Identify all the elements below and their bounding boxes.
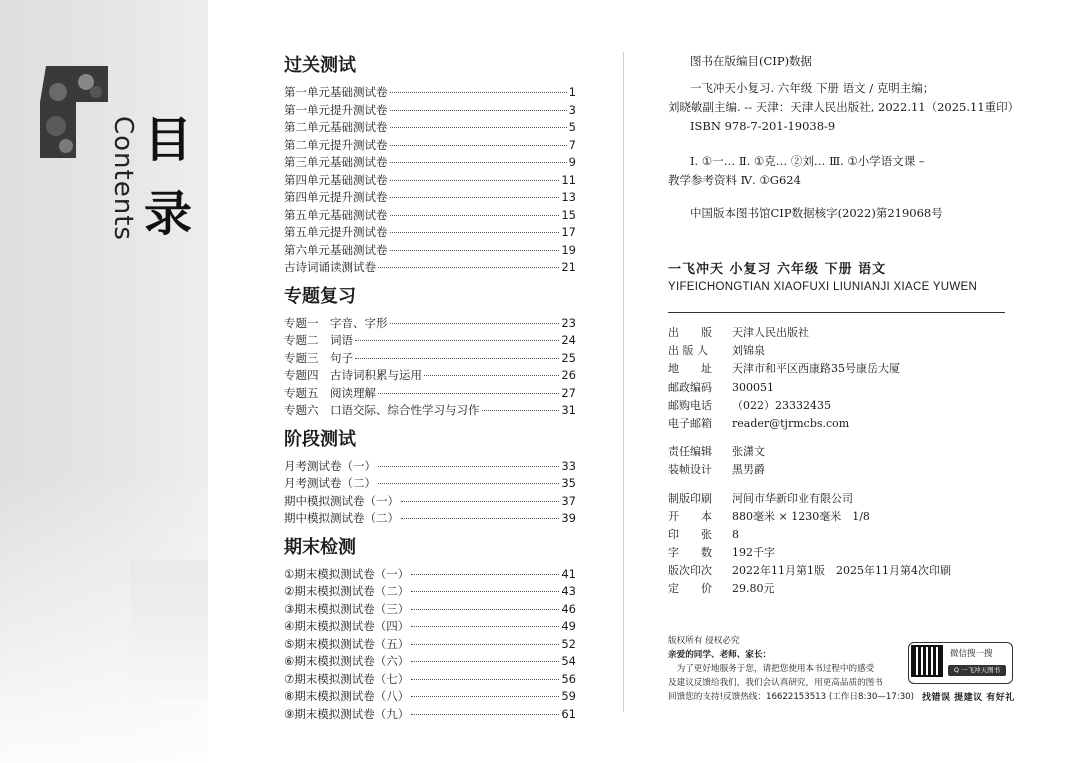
- toc-entry-page: 15: [561, 207, 576, 222]
- section-title: 期末检测: [284, 536, 356, 558]
- dot-leader: [390, 145, 567, 146]
- search-term-badge: Q 一飞冲天图书: [948, 665, 1006, 676]
- info-row: [668, 461, 1008, 479]
- toc-entry-title: 专题三 句子: [284, 350, 353, 365]
- dot-leader: [411, 714, 559, 715]
- dot-leader: [390, 127, 567, 128]
- toc-entry: [284, 653, 576, 671]
- info-key: 出 版 人: [668, 344, 708, 358]
- title-char-2: 录: [143, 186, 192, 242]
- toc-entry: [284, 207, 576, 225]
- info-row: [668, 360, 1008, 378]
- info-value: 张潇文: [732, 445, 765, 459]
- toc-section: [284, 285, 576, 420]
- toc-entry: [284, 189, 576, 207]
- info-gap: [668, 480, 1008, 490]
- dot-leader: [390, 92, 567, 93]
- horizontal-rule: [668, 312, 1005, 313]
- toc-entry-page: 19: [561, 242, 576, 257]
- toc-entry-title: ③期末模拟测试卷（三）: [284, 601, 410, 616]
- info-value: 刘锦泉: [732, 344, 765, 358]
- toc-entry: [284, 566, 576, 584]
- toc-entry: [284, 242, 576, 260]
- toc-entry-title: 第四单元基础测试卷: [284, 172, 388, 187]
- toc-entry-title: 第二单元提升测试卷: [284, 137, 388, 152]
- toc-entry: [284, 583, 576, 601]
- info-value: reader@tjrmcbs.com: [732, 416, 850, 430]
- dot-leader: [401, 518, 559, 519]
- info-key: 字 数: [668, 546, 712, 560]
- toc-entry-title: 专题四 古诗词积累与运用: [284, 368, 422, 382]
- toc-entry-page: 54: [561, 654, 576, 668]
- toc-entry-page: 24: [561, 333, 576, 347]
- dot-leader: [482, 410, 560, 411]
- info-value: 192千字: [732, 546, 775, 560]
- info-row: [668, 379, 1008, 397]
- info-key: 版次印次: [668, 564, 712, 578]
- copyright-text: 版权所有 侵权必究: [668, 636, 740, 646]
- info-value: 880毫米 × 1230毫米 1/8: [732, 509, 870, 523]
- toc-entry: [284, 172, 576, 190]
- info-key: 地 址: [668, 362, 712, 376]
- dot-leader: [411, 644, 559, 645]
- toc-entry: [284, 350, 576, 368]
- toc-entry-title: 第一单元基础测试卷: [284, 85, 388, 99]
- dot-leader: [355, 340, 559, 341]
- toc-entry: [284, 706, 576, 724]
- toc-entry: [284, 315, 576, 333]
- info-value: （022）23332435: [732, 398, 831, 412]
- info-key: 印 张: [668, 527, 712, 541]
- toc-entry-title: 第六单元基础测试卷: [284, 242, 388, 257]
- toc-entry-page: 33: [561, 458, 576, 473]
- dot-leader: [424, 375, 559, 376]
- info-value: 河间市华新印业有限公司: [732, 491, 853, 505]
- dot-leader: [390, 215, 560, 216]
- dot-leader: [378, 267, 559, 268]
- toc-entry-title: 第四单元提升测试卷: [284, 190, 388, 204]
- wechat-search-label: 微信搜一搜: [950, 649, 993, 659]
- section-title: 过关测试: [284, 55, 356, 76]
- toc-entry-title: 第五单元提升测试卷: [284, 225, 388, 239]
- cip-class-2: 教学参考资料 Ⅳ. ①G624: [668, 173, 801, 187]
- toc-entry: [284, 154, 576, 172]
- qr-code-icon: [913, 647, 941, 675]
- toc-entry: [284, 402, 576, 420]
- info-value: 300051: [732, 380, 774, 394]
- toc-entry: [284, 688, 576, 706]
- toc-entry-title: 专题六 口语交际、综合性学习与习作: [284, 403, 480, 417]
- toc-entry-page: 21: [561, 260, 576, 274]
- toc-entry-title: ①期末模拟测试卷（一）: [284, 566, 410, 581]
- dot-leader: [411, 626, 559, 627]
- toc-entry: [284, 618, 576, 636]
- toc-entry-title: 月考测试卷（一）: [284, 458, 376, 473]
- toc-entry-title: ⑧期末模拟测试卷（八）: [284, 689, 410, 703]
- toc-entry: [284, 671, 576, 689]
- toc-entry-title: ④期末模拟测试卷（四）: [284, 619, 410, 633]
- info-key: 制版印刷: [668, 491, 712, 505]
- toc-entry-page: 17: [561, 225, 576, 239]
- info-value: 29.80元: [732, 582, 775, 596]
- toc-entry-page: 61: [561, 706, 576, 721]
- feedback-line-3: 回馈您的支持!反馈热线：16622153513 (工作日8:30—17:30): [668, 692, 914, 702]
- dot-leader: [378, 483, 559, 484]
- toc-entry-title: 专题二 词语: [284, 333, 353, 347]
- feedback-line-2: 及建议反馈给我们，我们会认真研究，用更高品质的图书: [668, 678, 883, 688]
- info-gap: [668, 433, 1008, 443]
- toc-entry: [284, 475, 576, 493]
- toc-entry-title: ⑨期末模拟测试卷（九）: [284, 706, 410, 721]
- toc-entry-title: ⑥期末模拟测试卷（六）: [284, 654, 410, 668]
- table-of-contents: [284, 54, 576, 731]
- toc-section: [284, 536, 576, 724]
- toc-entry-title: 期中模拟测试卷（二）: [284, 511, 399, 525]
- toc-entry-page: 37: [561, 493, 576, 508]
- toc-entry: [284, 510, 576, 528]
- publication-info: [668, 324, 1008, 599]
- dot-leader: [390, 180, 560, 181]
- cip-isbn: ISBN 978-7-201-19038-9: [690, 119, 836, 133]
- section-title: 专题复习: [284, 285, 356, 307]
- toc-entry-page: 59: [561, 689, 576, 703]
- toc-entry-page: 56: [561, 671, 576, 686]
- dot-leader: [355, 358, 559, 359]
- toc-entry-page: 3: [568, 102, 576, 117]
- info-key: 邮购电话: [668, 398, 712, 412]
- toc-entry-title: 第二单元基础测试卷: [284, 120, 388, 134]
- dot-leader: [378, 466, 559, 467]
- toc-entry-page: 27: [561, 385, 576, 400]
- toc-entry-page: 52: [561, 636, 576, 651]
- toc-entry-page: 23: [561, 315, 576, 330]
- dot-leader: [378, 393, 559, 394]
- info-key: 邮政编码: [668, 380, 712, 394]
- toc-entry-page: 26: [561, 368, 576, 382]
- toc-entry: [284, 493, 576, 511]
- dot-leader: [411, 591, 559, 592]
- toc-entry: [284, 458, 576, 476]
- toc-entry-title: 古诗词诵读测试卷: [284, 260, 376, 274]
- toc-entry-title: 专题五 阅读理解: [284, 385, 376, 400]
- dot-leader: [411, 696, 559, 697]
- info-value: 天津市和平区西康路35号康岳大厦: [732, 362, 900, 376]
- title-char-1: 目: [143, 112, 192, 168]
- toc-entry: [284, 137, 576, 155]
- greeting-text: 亲爱的同学、老师、家长：: [668, 650, 772, 660]
- dot-leader: [401, 501, 559, 502]
- toc-entry: [284, 601, 576, 619]
- toc-entry-page: 9: [568, 155, 576, 169]
- toc-entry-title: ⑦期末模拟测试卷（七）: [284, 671, 410, 686]
- toc-entry-page: 7: [568, 137, 576, 152]
- dot-leader: [390, 110, 567, 111]
- toc-entry-page: 43: [561, 584, 576, 598]
- info-value: 2022年11月第1版 2025年11月第4次印刷: [732, 564, 951, 578]
- dot-leader: [390, 323, 560, 324]
- feedback-tags: 找错误 提建议 有好礼: [922, 693, 1015, 703]
- info-row: [668, 342, 1008, 360]
- info-row: [668, 580, 1008, 598]
- toc-section: [284, 428, 576, 528]
- toc-entry-title: 期中模拟测试卷（一）: [284, 493, 399, 508]
- dot-leader: [411, 661, 559, 662]
- cip-record: 中国版本图书馆CIP数据核字(2022)第219068号: [690, 206, 943, 220]
- toc-entry: [284, 119, 576, 137]
- toc-entry: [284, 102, 576, 120]
- toc-entry-page: 41: [561, 566, 576, 581]
- toc-entry-title: 第一单元提升测试卷: [284, 102, 388, 117]
- toc-entry: [284, 84, 576, 102]
- dot-leader: [411, 609, 559, 610]
- toc-section: [284, 54, 576, 277]
- toc-entry-page: 35: [561, 476, 576, 490]
- toc-entry-page: 25: [561, 350, 576, 365]
- side-panel: [0, 0, 208, 763]
- cip-line-2: 刘晓敏副主编. -- 天津：天津人民出版社, 2022.11（2025.11重印）: [668, 100, 1020, 114]
- info-row: [668, 324, 1008, 342]
- info-row: [668, 397, 1008, 415]
- toc-entry-title: ②期末模拟测试卷（二）: [284, 584, 410, 598]
- info-key: 电子邮箱: [668, 416, 712, 430]
- book-pinyin: YIFEICHONGTIAN XIAOFUXI LIUNIANJI XIACE YUWEN: [668, 281, 978, 293]
- toc-entry-page: 13: [561, 190, 576, 204]
- info-row: [668, 443, 1008, 461]
- dot-leader: [390, 250, 560, 251]
- feedback-line-1: 为了更好地服务于您，请把您使用本书过程中的感受: [668, 664, 875, 674]
- info-key: 出 版: [668, 326, 712, 339]
- cip-class-1: Ⅰ. ①一… Ⅱ. ①克… ②刘… Ⅲ. ①小学语文课 –: [690, 154, 925, 168]
- dot-leader: [390, 232, 560, 233]
- info-row: [668, 490, 1008, 508]
- toc-entry: [284, 332, 576, 350]
- toc-entry-page: 1: [568, 85, 576, 99]
- toc-entry: [284, 385, 576, 403]
- toc-entry-page: 5: [568, 120, 576, 134]
- toc-entry-title: 专题一 字音、字形: [284, 315, 388, 330]
- toc-entry: [284, 367, 576, 385]
- section-title: 阶段测试: [284, 428, 356, 450]
- cip-block: [668, 52, 1018, 223]
- toc-entry-page: 39: [561, 511, 576, 525]
- toc-entry: [284, 636, 576, 654]
- info-key: 装帧设计: [668, 463, 712, 477]
- leaf-quote-icon: [36, 62, 110, 162]
- toc-entry-page: 46: [561, 601, 576, 616]
- toc-entry-title: ⑤期末模拟测试卷（五）: [284, 636, 410, 651]
- info-key: 责任编辑: [668, 445, 712, 459]
- cip-line-1: 一飞冲天小复习. 六年级 下册 语文 / 克明主编；: [690, 81, 935, 95]
- dot-leader: [411, 679, 559, 680]
- toc-entry-title: 月考测试卷（二）: [284, 476, 376, 490]
- toc-entry-title: 第三单元基础测试卷: [284, 155, 388, 169]
- toc-entry: [284, 259, 576, 277]
- dot-leader: [390, 162, 567, 163]
- panel-ghost-block: [130, 560, 208, 700]
- dot-leader: [390, 197, 560, 198]
- toc-entry-page: 31: [561, 403, 576, 417]
- toc-entry: [284, 224, 576, 242]
- info-row: [668, 526, 1008, 544]
- info-value: 8: [732, 527, 739, 541]
- book-title: 一飞冲天 小复习 六年级 下册 语文: [668, 262, 887, 277]
- info-value: 黑男爵: [732, 463, 765, 477]
- info-row: [668, 544, 1008, 562]
- info-value: 天津人民出版社: [732, 326, 809, 339]
- dot-leader: [411, 574, 559, 575]
- toc-entry-page: 11: [561, 172, 576, 187]
- contents-label: Contents: [108, 116, 138, 241]
- info-key: 开 本: [668, 509, 712, 523]
- toc-entry-title: 第五单元基础测试卷: [284, 207, 388, 222]
- info-key: 定 价: [668, 582, 712, 596]
- info-row: [668, 562, 1008, 580]
- contents-title: [140, 112, 196, 260]
- toc-entry-page: 49: [561, 619, 576, 633]
- info-row: [668, 508, 1008, 526]
- cip-heading: 图书在版编目(CIP)数据: [690, 54, 813, 68]
- page-divider: [623, 52, 624, 712]
- info-row: [668, 415, 1008, 433]
